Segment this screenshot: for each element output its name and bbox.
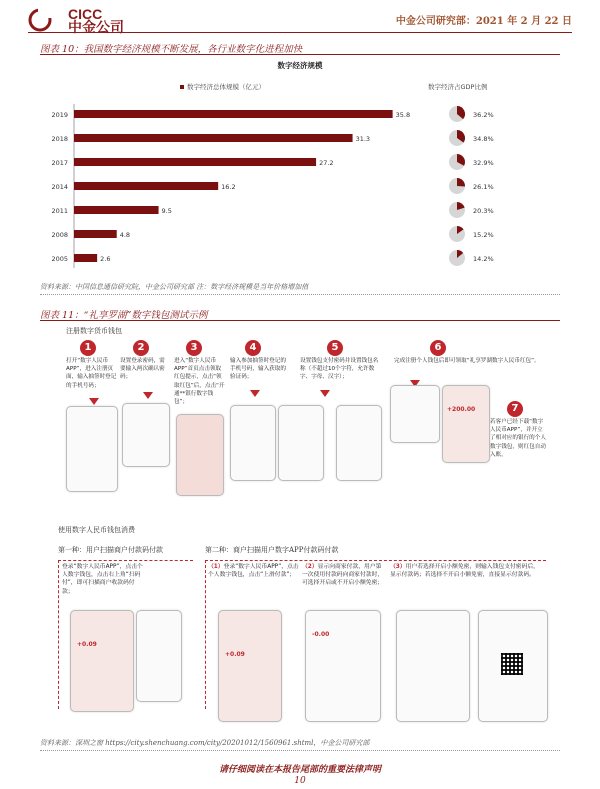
bar-value-label: 9.5: [161, 207, 172, 215]
bar: [74, 230, 117, 238]
method2-step2-num: （2）: [302, 564, 318, 570]
register-section-title: 注册数字货币钱包: [66, 327, 122, 335]
pie-value-label: 20.3%: [473, 207, 494, 215]
method2-step1-num: （1）: [208, 564, 224, 570]
bar: [74, 254, 97, 262]
method2-step3: [390, 563, 540, 579]
y-tick-label: 2019: [51, 111, 68, 119]
step-2-badge: 2: [133, 340, 149, 356]
step-2-text: 设置登录密码，需要输入两次确认密码；: [120, 358, 165, 381]
use-section-title: 使用数字人民币钱包消费: [58, 526, 135, 534]
figure10-title: 图表 10：我国数字经济规模不断发展，各行业数字化进程加快: [40, 44, 303, 55]
phone-screen-scan-pay: [70, 610, 134, 712]
page-number: 10: [294, 776, 306, 786]
pie-legend: 数字经济占GDP比例: [428, 83, 488, 91]
y-tick-label: 2014: [51, 183, 68, 191]
amount-redpacket: +200.00: [447, 406, 476, 413]
amount-merchant: -0.00: [312, 631, 330, 638]
figure10-bottom-line: [40, 294, 560, 295]
pie-value-label: 15.2%: [473, 231, 494, 239]
method2-step2-text: 显示向商家付款，用户第一次使用付款码向商家付款时，可选择开启或不开启小额免密；: [302, 564, 384, 587]
step-3-text: 进入“数字人民币APP”首页点击领取红包提示，点击“领取红包”后，点击“开通**银行数字钱包”；: [174, 358, 225, 406]
method2-title: 第二种：商户扫描用户数字APP付款码付款: [205, 546, 339, 554]
method1-text: 登录“数字人民币APP”，点击个人数字钱包，点击右上角“扫码付”，即可扫描商户收款码付款；: [62, 564, 143, 595]
bar-value-label: 16.2: [221, 183, 236, 191]
y-tick-label: 2005: [51, 255, 68, 263]
amount-scan: +0.09: [77, 641, 97, 648]
method1-title: 第一种：用户扫描商户付款码付款: [58, 546, 163, 554]
step-7-text: 若客户已经下载“数字人民币APP”，并开立了相对应的银行的个人数字钱包，则红包自动入账。: [490, 419, 546, 458]
method2-step3-text: 用户若选择开启小额免密，则输入钱包支付密码后，显示付款码；若选择不开启小额免密，直接显示付款码。: [390, 564, 539, 579]
figure11-bottom-line: [40, 750, 560, 751]
bar: [74, 134, 353, 142]
phone-screen-password-keypad: [396, 610, 470, 722]
phone-screen-phone-verify-2: [278, 405, 324, 481]
header-date: 中金公司研究部：2021 年 2 月 22 日: [395, 16, 572, 27]
pie-value-label: 14.2%: [473, 255, 494, 263]
step-5-badge: 5: [327, 340, 343, 356]
method2-step1: [208, 563, 300, 579]
bar-value-label: 31.3: [355, 135, 371, 143]
step-4-text: 输入参加抽签时登记的手机号码，输入获取的验证码；: [230, 358, 286, 381]
bar-legend-label: 数字经济总体规模（亿元）: [187, 83, 265, 91]
pie-value-label: 32.9%: [473, 159, 494, 167]
arrow-down-icon: [143, 392, 153, 399]
pie-value-label: 34.8%: [473, 135, 494, 143]
legal-notice: 请仔细阅读在本报告尾部的重要法律声明: [218, 765, 381, 775]
method2-step1-text: 登录“数字人民币APP”，点击个人数字钱包，点击“上滑付款”；: [208, 564, 299, 579]
y-tick-label: 2008: [51, 231, 68, 239]
phone-screen-scan-qr: [136, 610, 182, 702]
arrow-down-icon: [320, 390, 330, 397]
step-6-text: 完成注册个人钱包后即可领取“礼享罗湖数字人民币红包”。: [394, 358, 540, 364]
bar-value-label: 35.8: [395, 111, 411, 119]
method2-step3-num: （3）: [390, 564, 406, 570]
figure11-title-line: [40, 320, 560, 321]
phone-screen-register: [66, 406, 118, 492]
step-7-badge: 7: [507, 401, 523, 417]
figure11-title: 图表 11：“礼享罗湖”数字钱包测试示例: [40, 310, 208, 321]
pie-value-label: 26.1%: [473, 183, 494, 191]
phone-screen-payment-code: [478, 610, 548, 722]
phone-screen-phone-verify-1: [230, 405, 276, 481]
step-1-badge: 1: [80, 340, 96, 356]
step-5-text: 设置钱包支付密码并设置钱包名称（不超过10个字符，允许数字、字母、汉字）；: [300, 358, 379, 381]
arrow-down-icon: [89, 398, 99, 405]
bar-value-label: 2.6: [100, 255, 111, 263]
phone-screen-wallet-password: [336, 405, 382, 481]
bar: [74, 158, 316, 166]
arrow-down-icon: [250, 390, 260, 397]
bar: [74, 110, 393, 118]
phone-screen-wallet-home: [218, 610, 282, 722]
y-tick-label: 2018: [51, 135, 68, 143]
bar-value-label: 27.2: [319, 159, 334, 167]
chart-title: 数字经济规模: [277, 61, 323, 70]
phone-screen-pay-merchant: [305, 610, 381, 722]
logo-text-cn: 中金公司: [68, 19, 124, 35]
bar: [74, 206, 159, 214]
logo-text-en: CICC: [68, 6, 103, 22]
y-tick-label: 2011: [51, 207, 68, 215]
step-1-text: 打开“数字人民币APP”，进入注册页面，输入抽签时登记的手机号码；: [66, 358, 117, 389]
phone-screen-password: [122, 403, 170, 467]
phone-screen-redpacket-received: [442, 385, 490, 463]
phone-screen-redpacket: [176, 414, 224, 496]
step-3-badge: 3: [186, 340, 202, 356]
bar-value-label: 4.8: [119, 231, 131, 239]
method2-step2: [302, 563, 384, 588]
step-6-badge: 6: [430, 340, 446, 356]
figure10-source: 资料来源：中国信息通信研究院，中金公司研究部 注：数字经济规模是当年价格增加值: [40, 283, 309, 291]
bar: [74, 182, 218, 190]
qr-code-icon: [501, 653, 523, 675]
step-4-badge: 4: [245, 340, 261, 356]
amount-wallet: +0.09: [225, 651, 245, 658]
y-tick-label: 2017: [51, 159, 68, 167]
pie-value-label: 36.2%: [473, 111, 494, 119]
phone-screen-wallet-created: [390, 385, 440, 443]
pie-slice: [457, 178, 465, 187]
figure11-source: 资料来源：深圳之窗 https://city.shenchuang.com/city/20201012/1560961.shtml，中金公司研究部: [40, 739, 370, 747]
